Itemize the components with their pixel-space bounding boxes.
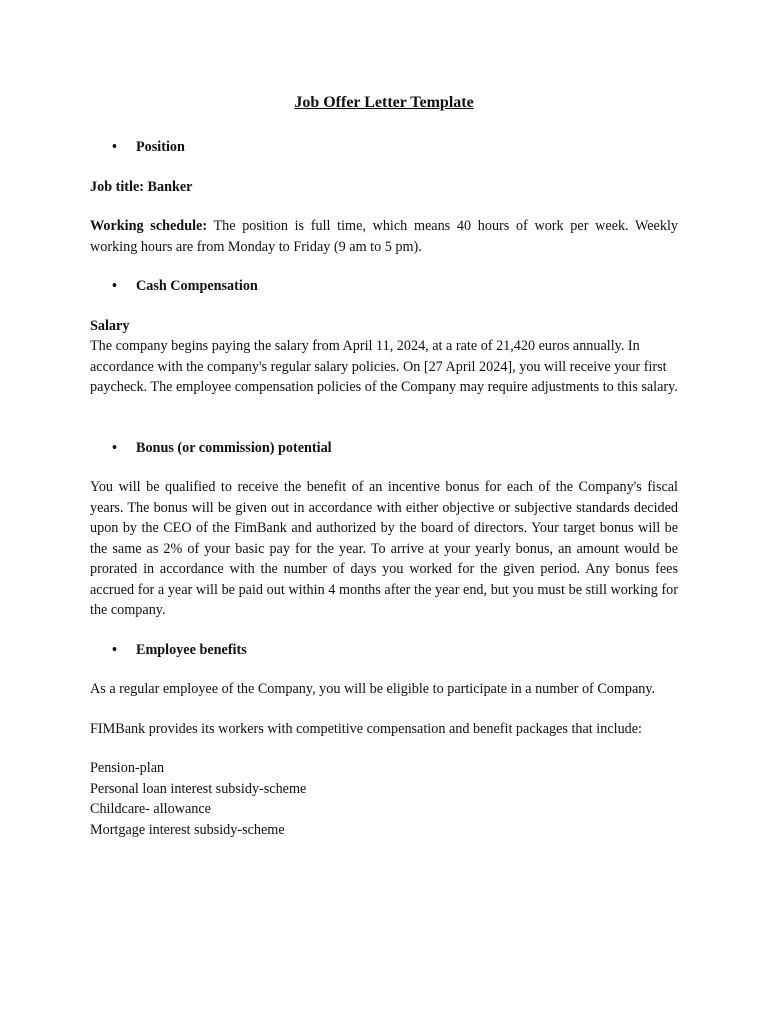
document-page bbox=[90, 92, 678, 840]
benefits-intro-paragraph: As a regular employee of the Company, you will be eligible to participate in a number of Company. bbox=[90, 681, 656, 697]
bonus-paragraph: You will be qualified to receive the benefit of an incentive bonus for each of the Company's fiscal years. The bonus will be given out in accordance with either objective or subjective standards decided upon by the CEO of the FimBank and authorized by the board of directors. Your target bonus will be the same as 2% of your basic pay for the year. To arrive at your yearly bonus, an amount would be prorated in accordance with the number of days you worked for the given period. Any bonus fees accrued for a year will be paid out within 4 months after the year end, but you must be still working for the company. bbox=[90, 479, 678, 618]
job-title-line: Job title: Banker bbox=[90, 178, 193, 195]
salary-label: Salary bbox=[90, 317, 130, 334]
bullet-icon: • bbox=[112, 641, 117, 658]
section-heading-label: Cash Compensation bbox=[136, 278, 258, 294]
bullet-icon: • bbox=[112, 439, 117, 456]
section-heading-position bbox=[90, 137, 678, 158]
document-title: Job Offer Letter Template bbox=[294, 94, 474, 111]
working-schedule-text: The position is full time, which means 40 hours of work per week. Weekly working hours are from Monday to Friday (9 am to 5 pm). bbox=[90, 218, 678, 255]
working-schedule-paragraph bbox=[90, 216, 678, 257]
bullet-icon: • bbox=[112, 278, 117, 294]
benefit-item: Childcare- allowance bbox=[90, 801, 211, 817]
section-heading-label: Employee benefits bbox=[136, 641, 247, 658]
benefit-packages-paragraph: FIMBank provides its workers with competitive compensation and benefit packages that include: bbox=[90, 720, 642, 737]
benefit-item: Pension-plan bbox=[90, 760, 165, 776]
section-heading-cash-compensation bbox=[90, 276, 678, 297]
benefit-item: Mortgage interest subsidy-scheme bbox=[90, 821, 285, 838]
salary-paragraph: The company begins paying the salary from April 11, 2024, at a rate of 21,420 euros annually. In accordance with the company's regular salary policies. On [27 April 2024], you will receive your first paycheck. The employee compensation policies of the Company may require adjustments to this salary. bbox=[90, 338, 678, 395]
working-schedule-label: Working schedule: bbox=[90, 218, 208, 234]
section-heading-label: Bonus (or commission) potential bbox=[136, 439, 332, 456]
section-heading-employee-benefits bbox=[90, 640, 678, 661]
section-heading-bonus bbox=[90, 438, 678, 459]
bullet-icon: • bbox=[112, 139, 117, 155]
benefit-item: Personal loan interest subsidy-scheme bbox=[90, 780, 307, 797]
section-heading-label: Position bbox=[136, 139, 185, 155]
